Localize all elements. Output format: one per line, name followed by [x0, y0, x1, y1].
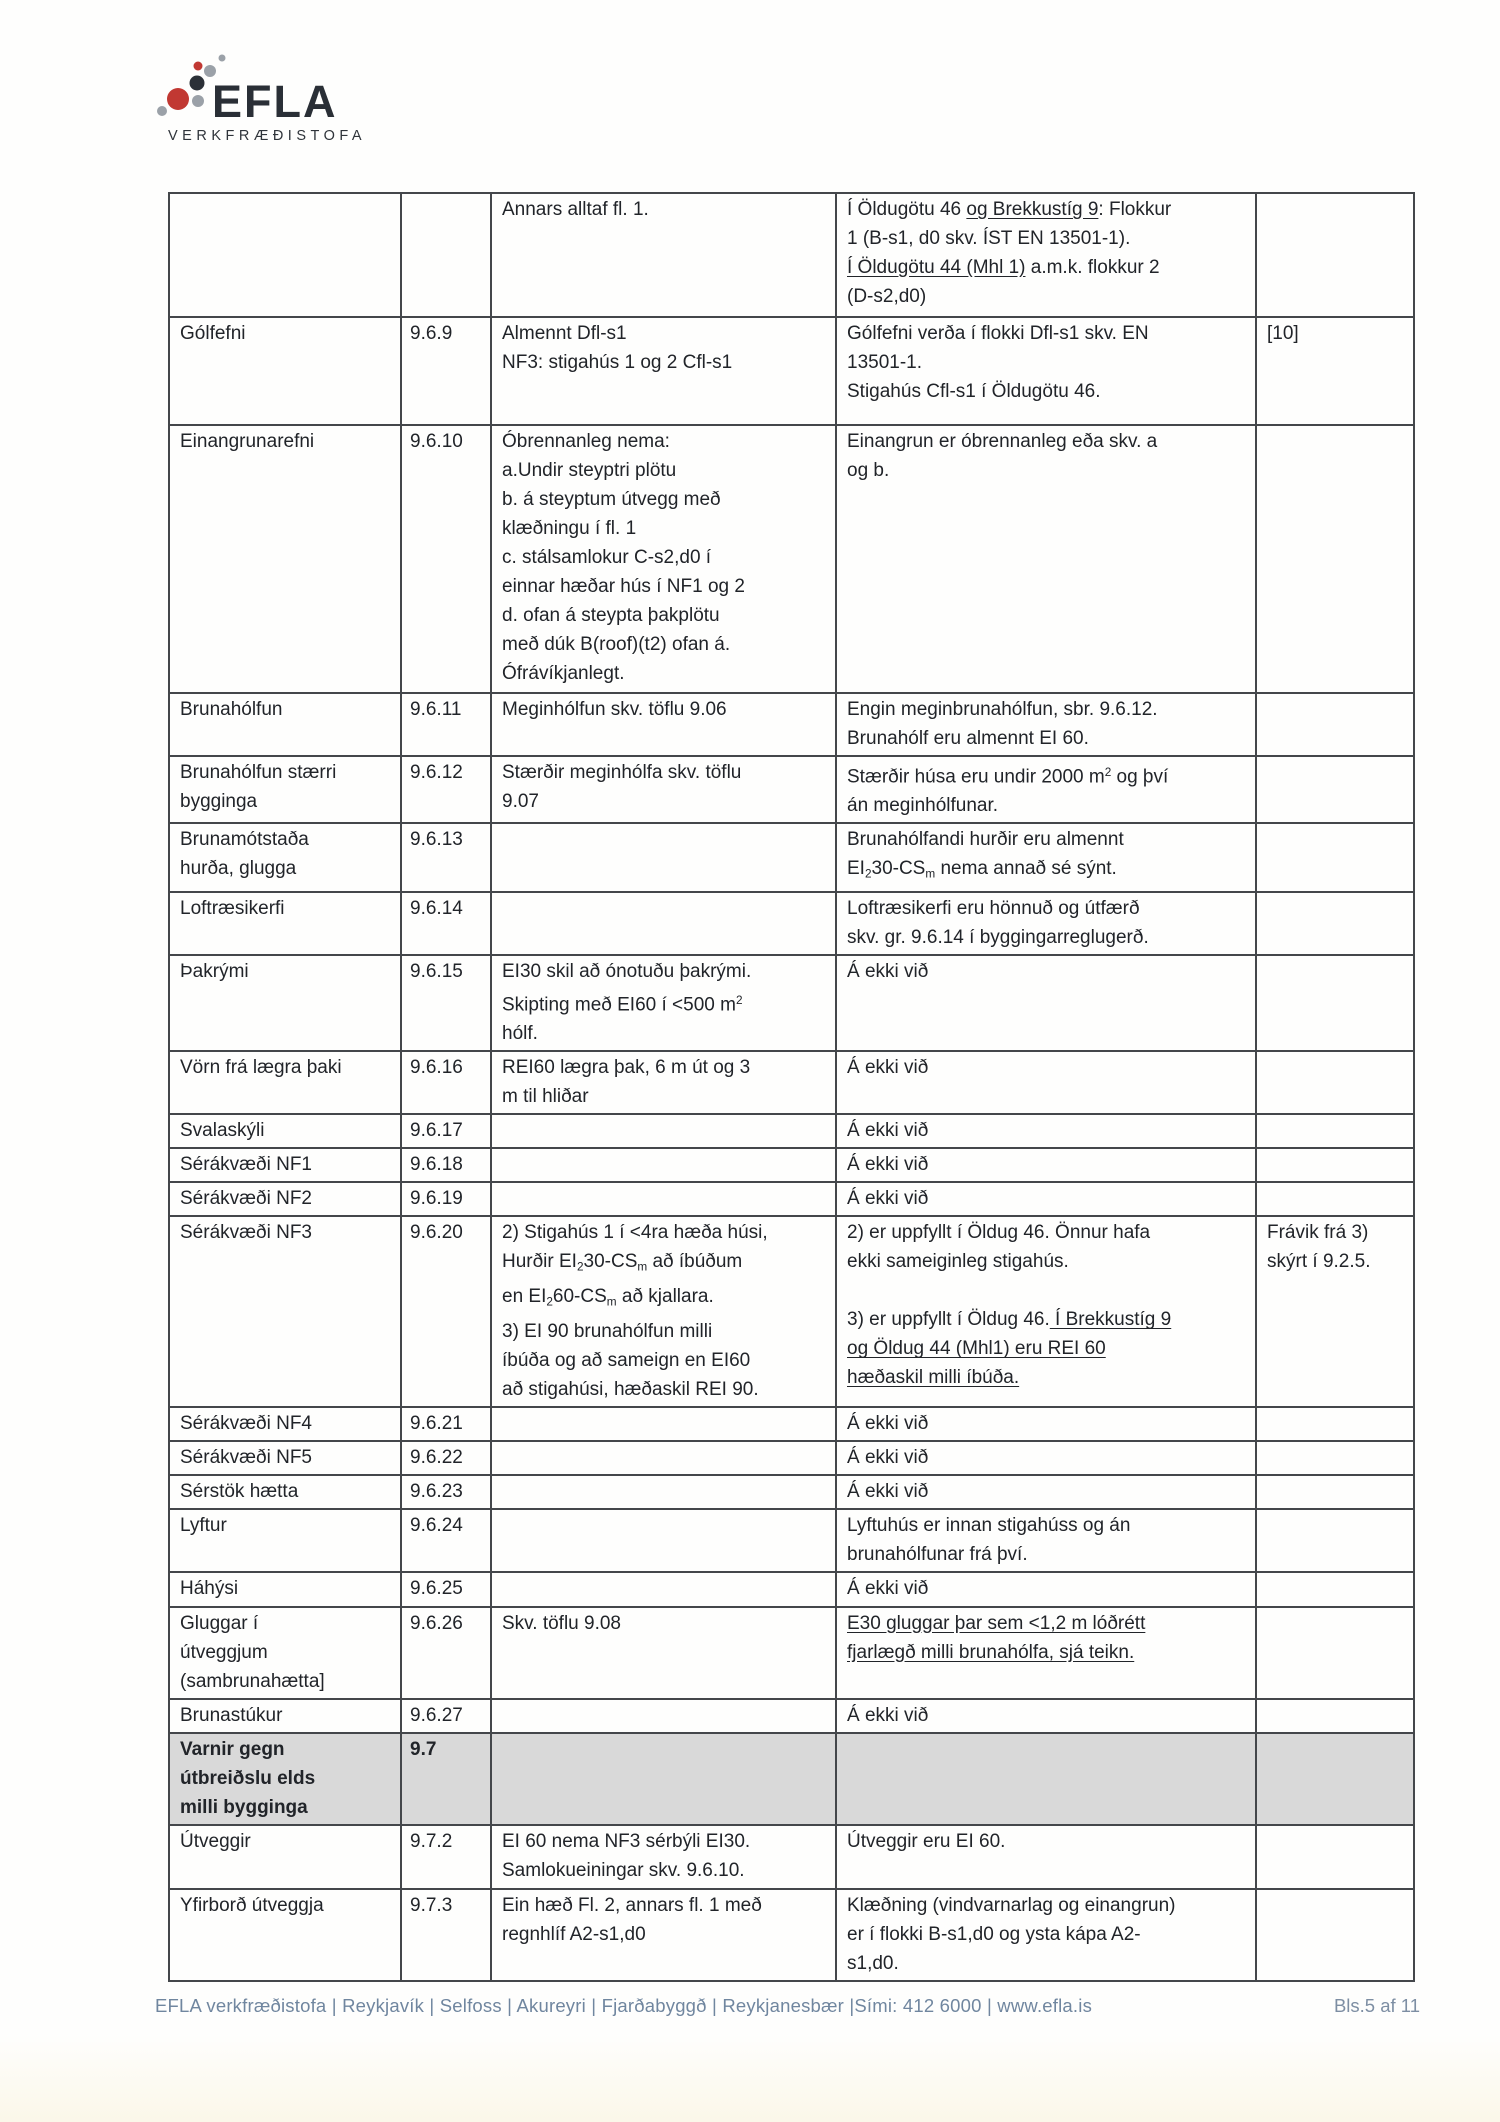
cell-requirement	[491, 1572, 836, 1607]
cell-status: Á ekki við	[836, 1572, 1256, 1607]
cell-item-label: Svalaskýli	[169, 1114, 401, 1148]
cell-item-label: Vörn frá lægra þaki	[169, 1051, 401, 1114]
cell-item-label: Gólfefni	[169, 317, 401, 425]
cell-reference	[1256, 1407, 1414, 1441]
cell-status: 2) er uppfyllt í Öldug 46. Önnur hafa ekki sameiginleg stigahús. 3) er uppfyllt í Öldug 46. Í Brekkustíg 9 og Öldug 44 (Mhl1) eru REI 60 hæðaskil milli íbúða.	[836, 1216, 1256, 1406]
cell-item-label: Varnir gegn útbreiðslu elds milli bygginga	[169, 1733, 401, 1825]
table-row	[169, 1607, 1414, 1699]
cell-requirement: Skv. töflu 9.08	[491, 1607, 836, 1699]
cell-reference: Frávik frá 3) skýrt í 9.2.5.	[1256, 1216, 1414, 1406]
table-row	[169, 317, 1414, 425]
footer-company-line: EFLA verkfræðistofa | Reykjavík | Selfoss | Akureyri | Fjarðabyggð | Reykjanesbær |Sími: 412 6000 | www.efla.is	[155, 1995, 1093, 2016]
cell-item-label: Sérákvæði NF5	[169, 1441, 401, 1475]
cell-reference	[1256, 823, 1414, 892]
cell-requirement: Almennt Dfl-s1 NF3: stigahús 1 og 2 Cfl-s1	[491, 317, 836, 425]
cell-section-no: 9.7	[401, 1733, 491, 1825]
scan-paper-tint	[0, 2035, 1500, 2122]
cell-section-no	[401, 193, 491, 317]
cell-requirement	[491, 1182, 836, 1216]
page-footer	[155, 1995, 1420, 2017]
cell-requirement	[491, 1114, 836, 1148]
cell-section-no: 9.6.27	[401, 1699, 491, 1733]
table-row	[169, 955, 1414, 1051]
cell-section-no: 9.6.10	[401, 425, 491, 693]
cell-reference	[1256, 1889, 1414, 1981]
cell-status: Engin meginbrunahólfun, sbr. 9.6.12. Brunahólf eru almennt EI 60.	[836, 693, 1256, 756]
cell-requirement	[491, 1475, 836, 1509]
cell-reference	[1256, 1607, 1414, 1699]
cell-reference	[1256, 1182, 1414, 1216]
cell-requirement: EI30 skil að ónotuðu þakrými. Skipting með EI60 í <500 $m^2$ hólf.	[491, 955, 836, 1051]
cell-item-label: Brunahólfun	[169, 693, 401, 756]
cell-reference	[1256, 892, 1414, 955]
cell-reference	[1256, 425, 1414, 693]
table-row	[169, 1407, 1414, 1441]
logo-subtitle-text: VERKFRÆÐISTOFA	[168, 128, 367, 144]
cell-requirement	[491, 1441, 836, 1475]
table-row	[169, 1572, 1414, 1607]
table-row	[169, 1475, 1414, 1509]
cell-section-no: 9.6.15	[401, 955, 491, 1051]
cell-section-no: 9.6.23	[401, 1475, 491, 1509]
table-row	[169, 1441, 1414, 1475]
cell-status: Á ekki við	[836, 1114, 1256, 1148]
cell-reference	[1256, 1509, 1414, 1572]
cell-status: Gólfefni verða í flokki Dfl-s1 skv. EN 13501-1. Stigahús Cfl-s1 í Öldugötu 46.	[836, 317, 1256, 425]
cell-status: Stærðir húsa eru undir 2000 $m^2$ og því án meginhólfunar.	[836, 756, 1256, 823]
cell-requirement: Annars alltaf fl. 1.	[491, 193, 836, 317]
cell-item-label: Sérákvæði NF1	[169, 1148, 401, 1182]
cell-requirement: Óbrennanleg nema: a.Undir steyptri plötu b. á steyptum útvegg með klæðningu í fl. 1 c. stálsamlokur C-s2,d0 í einnar hæðar hús í NF1 og 2 d. ofan á steypta þakplötu með dúk B(roof)(t2) ofan á. Ófrávíkjanlegt.	[491, 425, 836, 693]
cell-status: Í Öldugötu 46 og Brekkustíg 9: Flokkur 1 (B-s1, d0 skv. ÍST EN 13501-1). Í Öldugötu 44 (Mhl 1) a.m.k. flokkur 2 (D-s2,d0)	[836, 193, 1256, 317]
cell-reference	[1256, 1441, 1414, 1475]
cell-requirement	[491, 892, 836, 955]
cell-status: Á ekki við	[836, 1182, 1256, 1216]
cell-item-label: Brunamótstaða hurða, glugga	[169, 823, 401, 892]
cell-section-no: 9.6.17	[401, 1114, 491, 1148]
cell-item-label: Yfirborð útveggja	[169, 1889, 401, 1981]
table-row	[169, 1889, 1414, 1981]
cell-status: E30 gluggar þar sem <1,2 m lóðrétt fjarlægð milli brunahólfa, sjá teikn.	[836, 1607, 1256, 1699]
cell-status: Á ekki við	[836, 1699, 1256, 1733]
cell-section-no: 9.6.20	[401, 1216, 491, 1406]
cell-item-label: Þakrými	[169, 955, 401, 1051]
cell-section-no: 9.6.22	[401, 1441, 491, 1475]
cell-reference: [10]	[1256, 317, 1414, 425]
table-row	[169, 193, 1414, 317]
cell-section-no: 9.6.26	[401, 1607, 491, 1699]
efla-logo	[150, 44, 410, 154]
compliance-table	[168, 192, 1415, 1982]
cell-section-no: 9.6.25	[401, 1572, 491, 1607]
cell-requirement	[491, 823, 836, 892]
cell-item-label: Sérákvæði NF2	[169, 1182, 401, 1216]
cell-status: Á ekki við	[836, 1407, 1256, 1441]
cell-requirement	[491, 1699, 836, 1733]
cell-requirement	[491, 1407, 836, 1441]
cell-item-label: Háhýsi	[169, 1572, 401, 1607]
cell-requirement: Stærðir meginhólfa skv. töflu 9.07	[491, 756, 836, 823]
table-row	[169, 1825, 1414, 1889]
table-row	[169, 756, 1414, 823]
cell-reference	[1256, 1114, 1414, 1148]
cell-status: Á ekki við	[836, 955, 1256, 1051]
cell-reference	[1256, 193, 1414, 317]
cell-section-no: 9.7.3	[401, 1889, 491, 1981]
cell-section-no: 9.6.24	[401, 1509, 491, 1572]
table-row	[169, 1148, 1414, 1182]
cell-status: Brunahólfandi hurðir eru almennt $EI_230-CS_m$ nema annað sé sýnt.	[836, 823, 1256, 892]
cell-item-label	[169, 193, 401, 317]
cell-status: Á ekki við	[836, 1148, 1256, 1182]
cell-requirement	[491, 1733, 836, 1825]
cell-section-no: 9.6.9	[401, 317, 491, 425]
cell-reference	[1256, 1475, 1414, 1509]
cell-item-label: Brunahólfun stærri bygginga	[169, 756, 401, 823]
cell-reference	[1256, 1825, 1414, 1889]
table-row	[169, 425, 1414, 693]
table-row	[169, 1509, 1414, 1572]
cell-item-label: Sérákvæði NF3	[169, 1216, 401, 1406]
table-body	[169, 193, 1414, 1981]
cell-reference	[1256, 1699, 1414, 1733]
cell-status	[836, 1733, 1256, 1825]
cell-status: Á ekki við	[836, 1441, 1256, 1475]
cell-section-no: 9.6.14	[401, 892, 491, 955]
cell-section-no: 9.7.2	[401, 1825, 491, 1889]
cell-section-no: 9.6.18	[401, 1148, 491, 1182]
cell-section-no: 9.6.11	[401, 693, 491, 756]
cell-reference	[1256, 1051, 1414, 1114]
cell-item-label: Sérákvæði NF4	[169, 1407, 401, 1441]
cell-item-label: Gluggar í útveggjum (sambrunahætta]	[169, 1607, 401, 1699]
cell-section-no: 9.6.16	[401, 1051, 491, 1114]
table-row	[169, 1216, 1414, 1406]
cell-reference	[1256, 1148, 1414, 1182]
cell-requirement	[491, 1509, 836, 1572]
cell-item-label: Sérstök hætta	[169, 1475, 401, 1509]
cell-item-label: Einangrunarefni	[169, 425, 401, 693]
cell-section-no: 9.6.21	[401, 1407, 491, 1441]
cell-item-label: Brunastúkur	[169, 1699, 401, 1733]
cell-status: Loftræsikerfi eru hönnuð og útfærð skv. gr. 9.6.14 í byggingarreglugerð.	[836, 892, 1256, 955]
table-row	[169, 693, 1414, 756]
cell-status: Á ekki við	[836, 1475, 1256, 1509]
cell-reference	[1256, 955, 1414, 1051]
cell-reference	[1256, 1733, 1414, 1825]
cell-requirement: EI 60 nema NF3 sérbýli EI30. Samlokueiningar skv. 9.6.10.	[491, 1825, 836, 1889]
table-row	[169, 1182, 1414, 1216]
cell-requirement: 2) Stigahús 1 í <4ra hæða húsi, Hurðir $EI_230-CS_m$ að íbúðum en $EI_260-CS_m$ að kjallara. 3) EI 90 brunahólfun milli íbúða og að sameign en EI60 að stigahúsi, hæðaskil REI 90.	[491, 1216, 836, 1406]
table-row	[169, 823, 1414, 892]
cell-status: Útveggir eru EI 60.	[836, 1825, 1256, 1889]
cell-item-label: Útveggir	[169, 1825, 401, 1889]
cell-requirement	[491, 1148, 836, 1182]
cell-item-label: Lyftur	[169, 1509, 401, 1572]
cell-requirement: Meginhólfun skv. töflu 9.06	[491, 693, 836, 756]
cell-status: Lyftuhús er innan stigahúss og án brunahólfunar frá því.	[836, 1509, 1256, 1572]
logo-brand-text: EFLA	[212, 76, 338, 127]
cell-section-no: 9.6.12	[401, 756, 491, 823]
cell-status: Klæðning (vindvarnarlag og einangrun) er í flokki B-s1,d0 og ysta kápa A2- s1,d0.	[836, 1889, 1256, 1981]
cell-section-no: 9.6.13	[401, 823, 491, 892]
section-header-row	[169, 1733, 1414, 1825]
cell-requirement: Ein hæð Fl. 2, annars fl. 1 með regnhlíf A2-s1,d0	[491, 1889, 836, 1981]
cell-status: Á ekki við	[836, 1051, 1256, 1114]
table-row	[169, 1051, 1414, 1114]
cell-status: Einangrun er óbrennanleg eða skv. a og b.	[836, 425, 1256, 693]
table-row	[169, 1699, 1414, 1733]
footer-page-number: Bls.5 af 11	[1333, 1995, 1420, 2016]
cell-reference	[1256, 693, 1414, 756]
cell-section-no: 9.6.19	[401, 1182, 491, 1216]
cell-requirement: REI60 lægra þak, 6 m út og 3 m til hliðar	[491, 1051, 836, 1114]
cell-item-label: Loftræsikerfi	[169, 892, 401, 955]
cell-reference	[1256, 1572, 1414, 1607]
table-row	[169, 1114, 1414, 1148]
table-row	[169, 892, 1414, 955]
cell-reference	[1256, 756, 1414, 823]
